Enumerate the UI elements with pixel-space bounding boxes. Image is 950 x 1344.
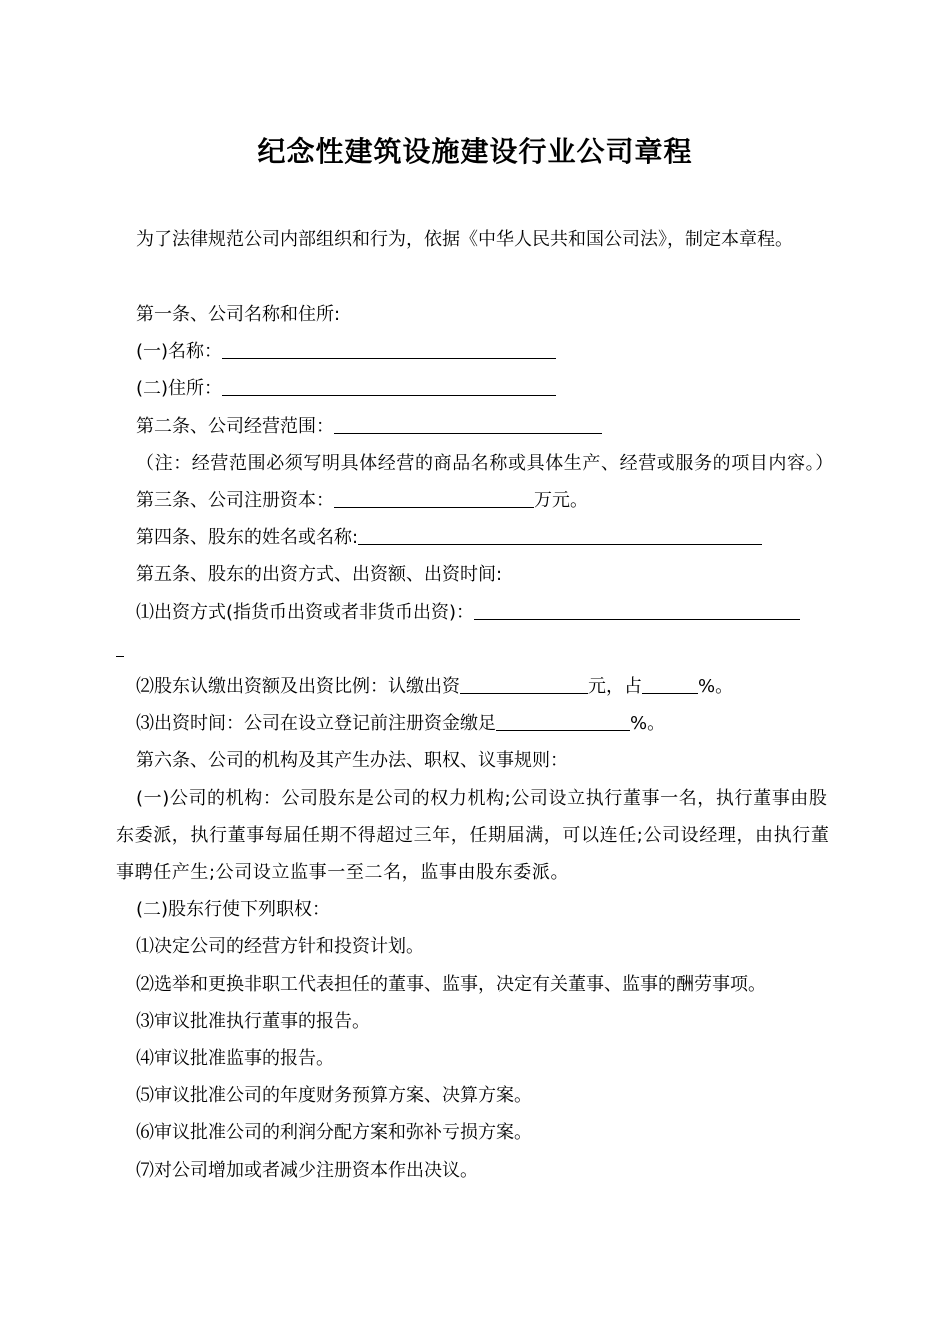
power-item: ⑷审议批准监事的报告。: [136, 1048, 334, 1070]
power-item: ⑵选举和更换非职工代表担任的董事、监事，决定有关董事、监事的酬劳事项。: [136, 973, 766, 995]
registered-capital-unit: 万元。: [534, 490, 588, 512]
shareholder-powers-heading: [116, 891, 838, 928]
contribution-amount-label: ⑵股东认缴出资额及出资比例：认缴出资: [136, 676, 460, 698]
power-item: ⑸审议批准公司的年度财务预算方案、决算方案。: [136, 1085, 532, 1107]
contribution-ratio-blank[interactable]: [642, 675, 698, 694]
registered-capital-blank[interactable]: [334, 489, 534, 508]
contribution-time-label: ⑶出资时间：公司在设立登记前注册资金缴足: [136, 713, 496, 735]
contribution-amount-line: [116, 668, 838, 705]
business-scope-note: （注：经营范围必须写明具体经营的商品名称或具体生产、经营或服务的项目内容。）: [136, 452, 834, 474]
document-body: [116, 296, 838, 1189]
contribution-time-line: [116, 705, 838, 742]
contribution-method-line: [116, 594, 838, 631]
article-1-text: 第一条、公司名称和住所:: [136, 304, 341, 325]
article-2-line: [116, 408, 838, 445]
article-6-heading: [116, 742, 838, 779]
article-3-line: [116, 482, 838, 519]
shareholder-name-label: 第四条、股东的姓名或名称:: [136, 527, 359, 549]
business-scope-label: 第二条、公司经营范围：: [136, 415, 334, 437]
registered-capital-label: 第三条、公司注册资本：: [136, 490, 334, 512]
document-title: 纪念性建筑设施建设行业公司章程: [257, 135, 693, 168]
article-5-heading: [116, 556, 838, 593]
company-name-label: (一)名称：: [136, 341, 223, 363]
power-item: ⑴决定公司的经营方针和投资计划。: [136, 936, 424, 958]
contribution-method-blank-continued[interactable]: [116, 638, 124, 657]
power-item: ⑶审议批准执行董事的报告。: [136, 1010, 370, 1032]
company-name-line: [116, 333, 838, 370]
shareholder-name-blank[interactable]: [358, 526, 762, 545]
business-scope-blank[interactable]: [334, 415, 602, 434]
contribution-ratio-unit: %。: [698, 676, 734, 698]
power-item: ⑹审议批准公司的利润分配方案和弥补亏损方案。: [136, 1122, 532, 1144]
company-name-blank[interactable]: [222, 340, 556, 359]
power-item: ⑺对公司增加或者减少注册资本作出决议。: [136, 1159, 478, 1181]
company-address-label: (二)住所：: [136, 378, 223, 400]
contribution-time-unit: %。: [630, 713, 666, 735]
contribution-amount-blank[interactable]: [460, 675, 588, 694]
company-address-line: [116, 370, 838, 407]
article-6-text: 第六条、公司的机构及其产生办法、职权、议事规则：: [136, 750, 568, 772]
article-4-line: [116, 519, 838, 556]
company-organs-paragraph: (一)公司的机构：公司股东是公司的权力机构;公司设立执行董事一名，执行董事由股东委派，执行董事每届任期不得超过三年，任期届满，可以连任;公司设经理，由执行董事聘任产生;公司设立监事一至二名，监事由股东委派。: [116, 787, 830, 884]
contribution-method-label: ⑴出资方式(指货币出资或者非货币出资)：: [136, 601, 475, 623]
contribution-ratio-label: 元，占: [588, 676, 642, 698]
contribution-time-blank[interactable]: [496, 712, 630, 731]
article-1-heading: [116, 296, 838, 333]
article-5-text: 第五条、股东的出资方式、出资额、出资时间:: [136, 564, 503, 586]
shareholder-powers-text: (二)股东行使下列职权：: [136, 899, 331, 921]
company-address-blank[interactable]: [222, 377, 556, 396]
contribution-method-continuation: [116, 631, 838, 668]
contribution-method-blank[interactable]: [474, 601, 800, 620]
preamble: 为了法律规范公司内部组织和行为，依据《中华人民共和国公司法》，制定本章程。: [136, 229, 793, 250]
